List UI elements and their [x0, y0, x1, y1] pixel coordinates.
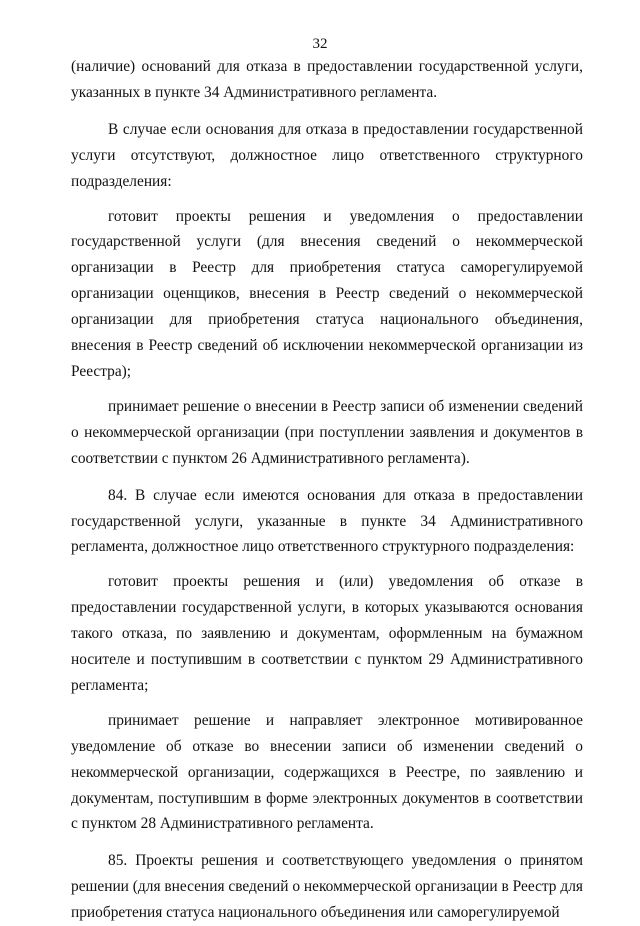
paragraph-makes-decision: принимает решение о внесении в Реестр записи об изменении сведений о некоммерческой организации (при поступлении заявления и документов в соответствии с пунктом 26 Административного регламента).: [71, 397, 583, 467]
page-number: 32: [312, 36, 328, 52]
paragraph-85: 85. Проекты решения и соответствующего уведомления о принятом решении (для внесения сведений о некоммерческой организации в Реестр для приобретения статуса национального объединения или саморегулируемой: [71, 852, 583, 922]
paragraph-prepares-drafts: готовит проекты решения и уведомления о предоставлении государственной услуги (для внесения сведений о некоммерческой организации в Реестр для приобретения статуса саморегулируемой организации оценщиков, внесения в Реестр сведений о некоммерческой организации для приобретения статуса национального объединения, внесения в Реестр сведений об исключении некоммерческой организации из Реестра);: [71, 207, 583, 380]
paragraph-84: 84. В случае если имеются основания для отказа в предоставлении государственной услуги, указанные в пункте 34 Административного регламента, должностное лицо ответственного структурного подразделения:: [71, 486, 583, 556]
paragraph-continuation: (наличие) оснований для отказа в предоставлении государственной услуги, указанных в пункте 34 Административного регламента.: [71, 58, 583, 101]
paragraph-no-grounds: В случае если основания для отказа в предоставлении государственной услуги отсутствуют, должностное лицо ответственного структурного подразделения:: [71, 120, 583, 190]
paragraph-refusal-notice: принимает решение и направляет электронное мотивированное уведомление об отказе во внесении записи об изменении сведений о некоммерческой организации, содержащихся в Реестре, по заявлению и документам, поступившим в форме электронных документов в соответствии с пунктом 28 Административного регламента.: [71, 711, 583, 833]
paragraph-prepares-refusal: готовит проекты решения и (или) уведомления об отказе в предоставлении государственной услуги, в которых указываются основания такого отказа, по заявлению и документам, оформленным на бумажном носителе и поступившим в соответствии с пунктом 29 Административного регламента;: [71, 573, 583, 694]
document-body: [71, 54, 583, 926]
